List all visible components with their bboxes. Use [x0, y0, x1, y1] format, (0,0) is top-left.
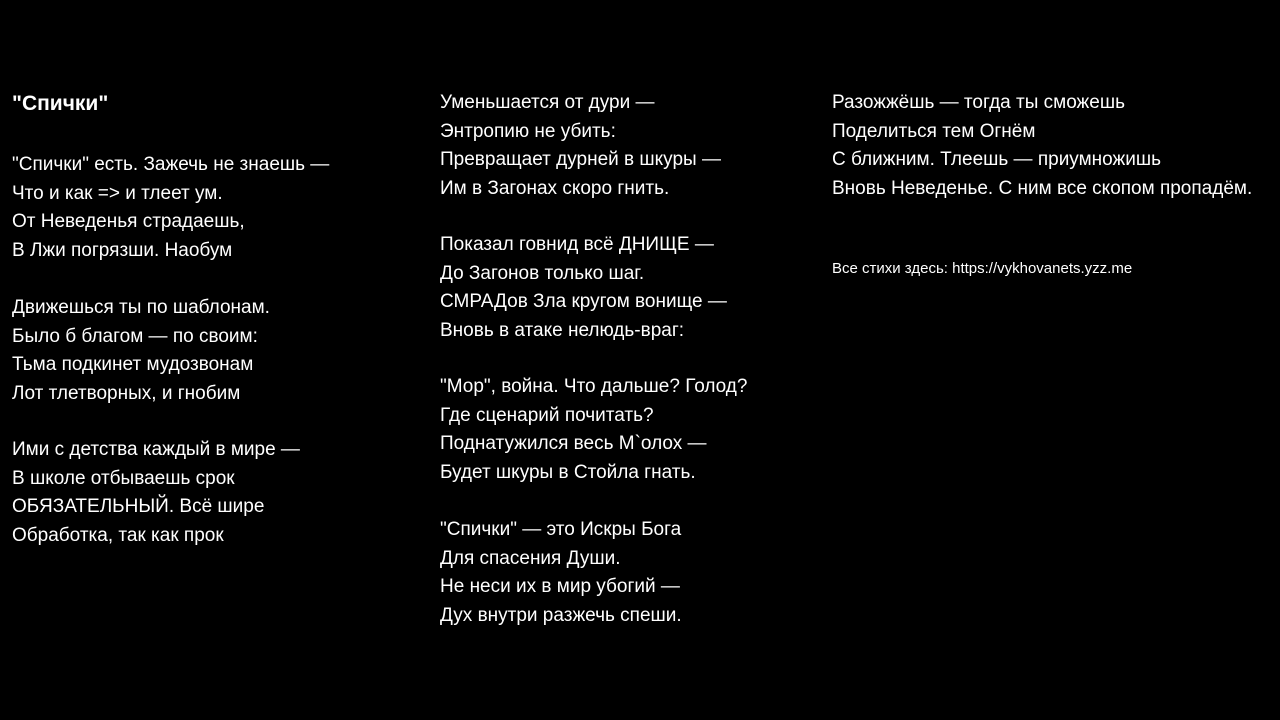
poem-line: "Спички" — это Искры Бога: [440, 519, 682, 540]
footer-link-note[interactable]: Все стихи здесь: https://vykhovanets.yzz.me: [832, 260, 1133, 277]
poem-line: Разожжёшь — тогда ты сможешь: [832, 92, 1125, 113]
poem-line: В Лжи погрязши. Наобум: [12, 239, 233, 261]
poem-line: От Неведенья страдаешь,: [12, 211, 245, 233]
stanza: [12, 436, 300, 550]
poem-line: С ближним. Тлеешь — приумножишь: [832, 149, 1161, 171]
poem-line: Поделиться тем Огнём: [832, 120, 1036, 142]
stanza: [12, 294, 270, 408]
poem-line: Обработка, так как прок: [12, 524, 224, 546]
poem-line: Что и как => и тлеет ум.: [12, 182, 223, 204]
poem-line: Вновь в атаке нелюдь-враг:: [440, 319, 685, 341]
poem-line: Ими с детства каждый в мире —: [12, 439, 300, 460]
poem-line: СМРАДов Зла кругом вонище —: [440, 291, 727, 313]
stanza: [12, 151, 329, 265]
stanza: [440, 89, 721, 203]
poem-line: ОБЯЗАТЕЛЬНЫЙ. Всё шире: [12, 496, 265, 518]
poem-line: Вновь Неведенье. С ним все скопом пропадём.: [832, 177, 1253, 199]
poem-line: Тьма подкинет мудозвонам: [12, 354, 254, 376]
stanza: [440, 231, 727, 345]
stanza: [440, 516, 682, 630]
stanza: [832, 89, 1252, 203]
poem-line: Где сценарий почитать?: [440, 404, 654, 426]
poem-line: Превращает дурней в шкуры —: [440, 149, 721, 171]
poem-title: "Спички": [12, 92, 109, 115]
stanza: [440, 373, 747, 487]
poem-line: Не неси их в мир убогий —: [440, 576, 680, 598]
poem-line: Им в Загонах скоро гнить.: [440, 177, 670, 199]
poem-line: Движешься ты по шаблонам.: [12, 297, 270, 318]
poem-line: Будет шкуры в Стойла гнать.: [440, 461, 696, 483]
poem-line: До Загонов только шаг.: [440, 262, 645, 284]
poem-line: "Спички" есть. Зажечь не знаешь —: [12, 154, 330, 175]
poem-line: Уменьшается от дури —: [440, 92, 655, 113]
poem-line: В школе отбываешь срок: [12, 467, 235, 489]
poem-line: Энтропию не убить:: [440, 120, 616, 142]
poem-line: Дух внутри разжечь спеши.: [440, 604, 682, 626]
poem-line: Было б благом — по своим:: [12, 325, 258, 347]
poem-line: "Мор", война. Что дальше? Голод?: [440, 376, 748, 397]
poem-line: Поднатужился весь М`олох —: [440, 433, 707, 455]
poem-line: Для спасения Души.: [440, 547, 621, 569]
poem-line: Показал говнид всё ДНИЩЕ —: [440, 234, 714, 255]
poem-line: Лот тлетворных, и гнобим: [12, 382, 241, 404]
